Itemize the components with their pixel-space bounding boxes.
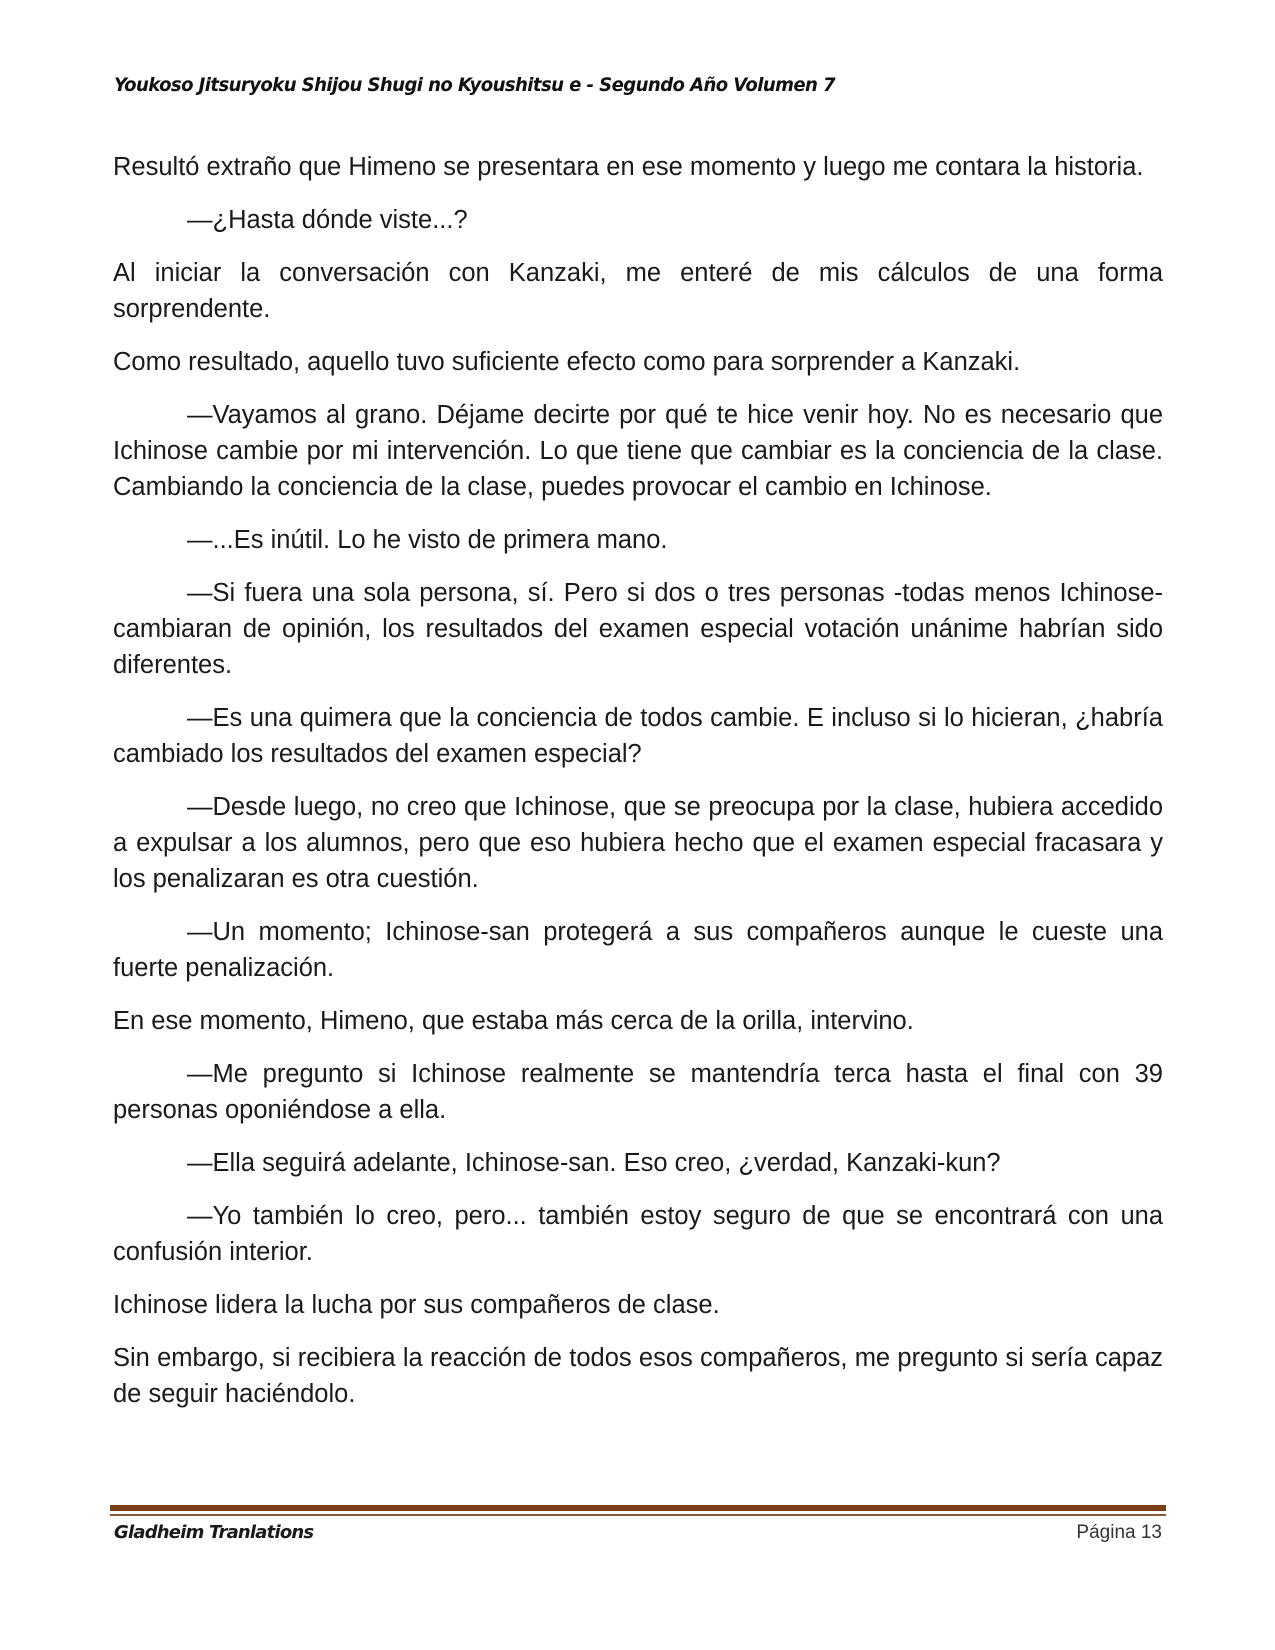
dialogue-paragraph: —Un momento; Ichinose-san protegerá a sus compañeros aunque le cueste una fuerte penalización.	[113, 918, 1163, 982]
footer-credit: Gladheim Tranlations	[114, 1522, 314, 1543]
running-header: Youkoso Jitsuryoku Shijou Shugi no Kyoushitsu e - Segundo Año Volumen 7	[114, 74, 836, 96]
page-body	[113, 149, 1163, 1429]
paragraph: Al iniciar la conversación con Kanzaki, me enteré de mis cálculos de una forma sorprendente.	[113, 259, 1163, 323]
dialogue-paragraph: —...Es inútil. Lo he visto de primera mano.	[187, 526, 668, 554]
paragraph: Sin embargo, si recibiera la reacción de todos esos compañeros, me pregunto si sería capaz de seguir haciéndolo.	[113, 1344, 1163, 1408]
dialogue-paragraph: —Si fuera una sola persona, sí. Pero si dos o tres personas -todas menos Ichinose- cambiaran de opinión, los resultados del examen especial votación unánime habrían sido diferentes.	[113, 579, 1163, 679]
paragraph: Como resultado, aquello tuvo suficiente efecto como para sorprender a Kanzaki.	[113, 348, 1021, 376]
dialogue-paragraph: —Es una quimera que la conciencia de todos cambie. E incluso si lo hicieran, ¿habría cambiado los resultados del examen especial?	[113, 704, 1163, 768]
dialogue-paragraph: —Desde luego, no creo que Ichinose, que se preocupa por la clase, hubiera accedido a expulsar a los alumnos, pero que eso hubiera hecho que el examen especial fracasara y los penalizaran es otra cuestión.	[113, 793, 1163, 893]
page-number: Página 13	[1076, 1522, 1162, 1543]
dialogue-paragraph: —Yo también lo creo, pero... también estoy seguro de que se encontrará con una confusión interior.	[113, 1202, 1163, 1266]
paragraph: Resultó extraño que Himeno se presentara en ese momento y luego me contara la historia.	[113, 153, 1144, 181]
dialogue-paragraph: —Me pregunto si Ichinose realmente se mantendría terca hasta el final con 39 personas oponiéndose a ella.	[113, 1060, 1163, 1124]
footer-rule-thin	[110, 1514, 1166, 1516]
paragraph: En ese momento, Himeno, que estaba más cerca de la orilla, intervino.	[113, 1007, 914, 1035]
paragraph: Ichinose lidera la lucha por sus compañeros de clase.	[113, 1291, 720, 1319]
dialogue-paragraph: —Vayamos al grano. Déjame decirte por qué te hice venir hoy. No es necesario que Ichinose cambie por mi intervención. Lo que tiene que cambiar es la conciencia de la clase. Cambiando la conciencia de la clase, puedes provocar el cambio en Ichinose.	[113, 401, 1163, 501]
dialogue-paragraph: —Ella seguirá adelante, Ichinose-san. Eso creo, ¿verdad, Kanzaki-kun?	[187, 1149, 1001, 1177]
footer-rule-thick	[110, 1505, 1166, 1511]
dialogue-paragraph: —¿Hasta dónde viste...?	[187, 206, 468, 234]
